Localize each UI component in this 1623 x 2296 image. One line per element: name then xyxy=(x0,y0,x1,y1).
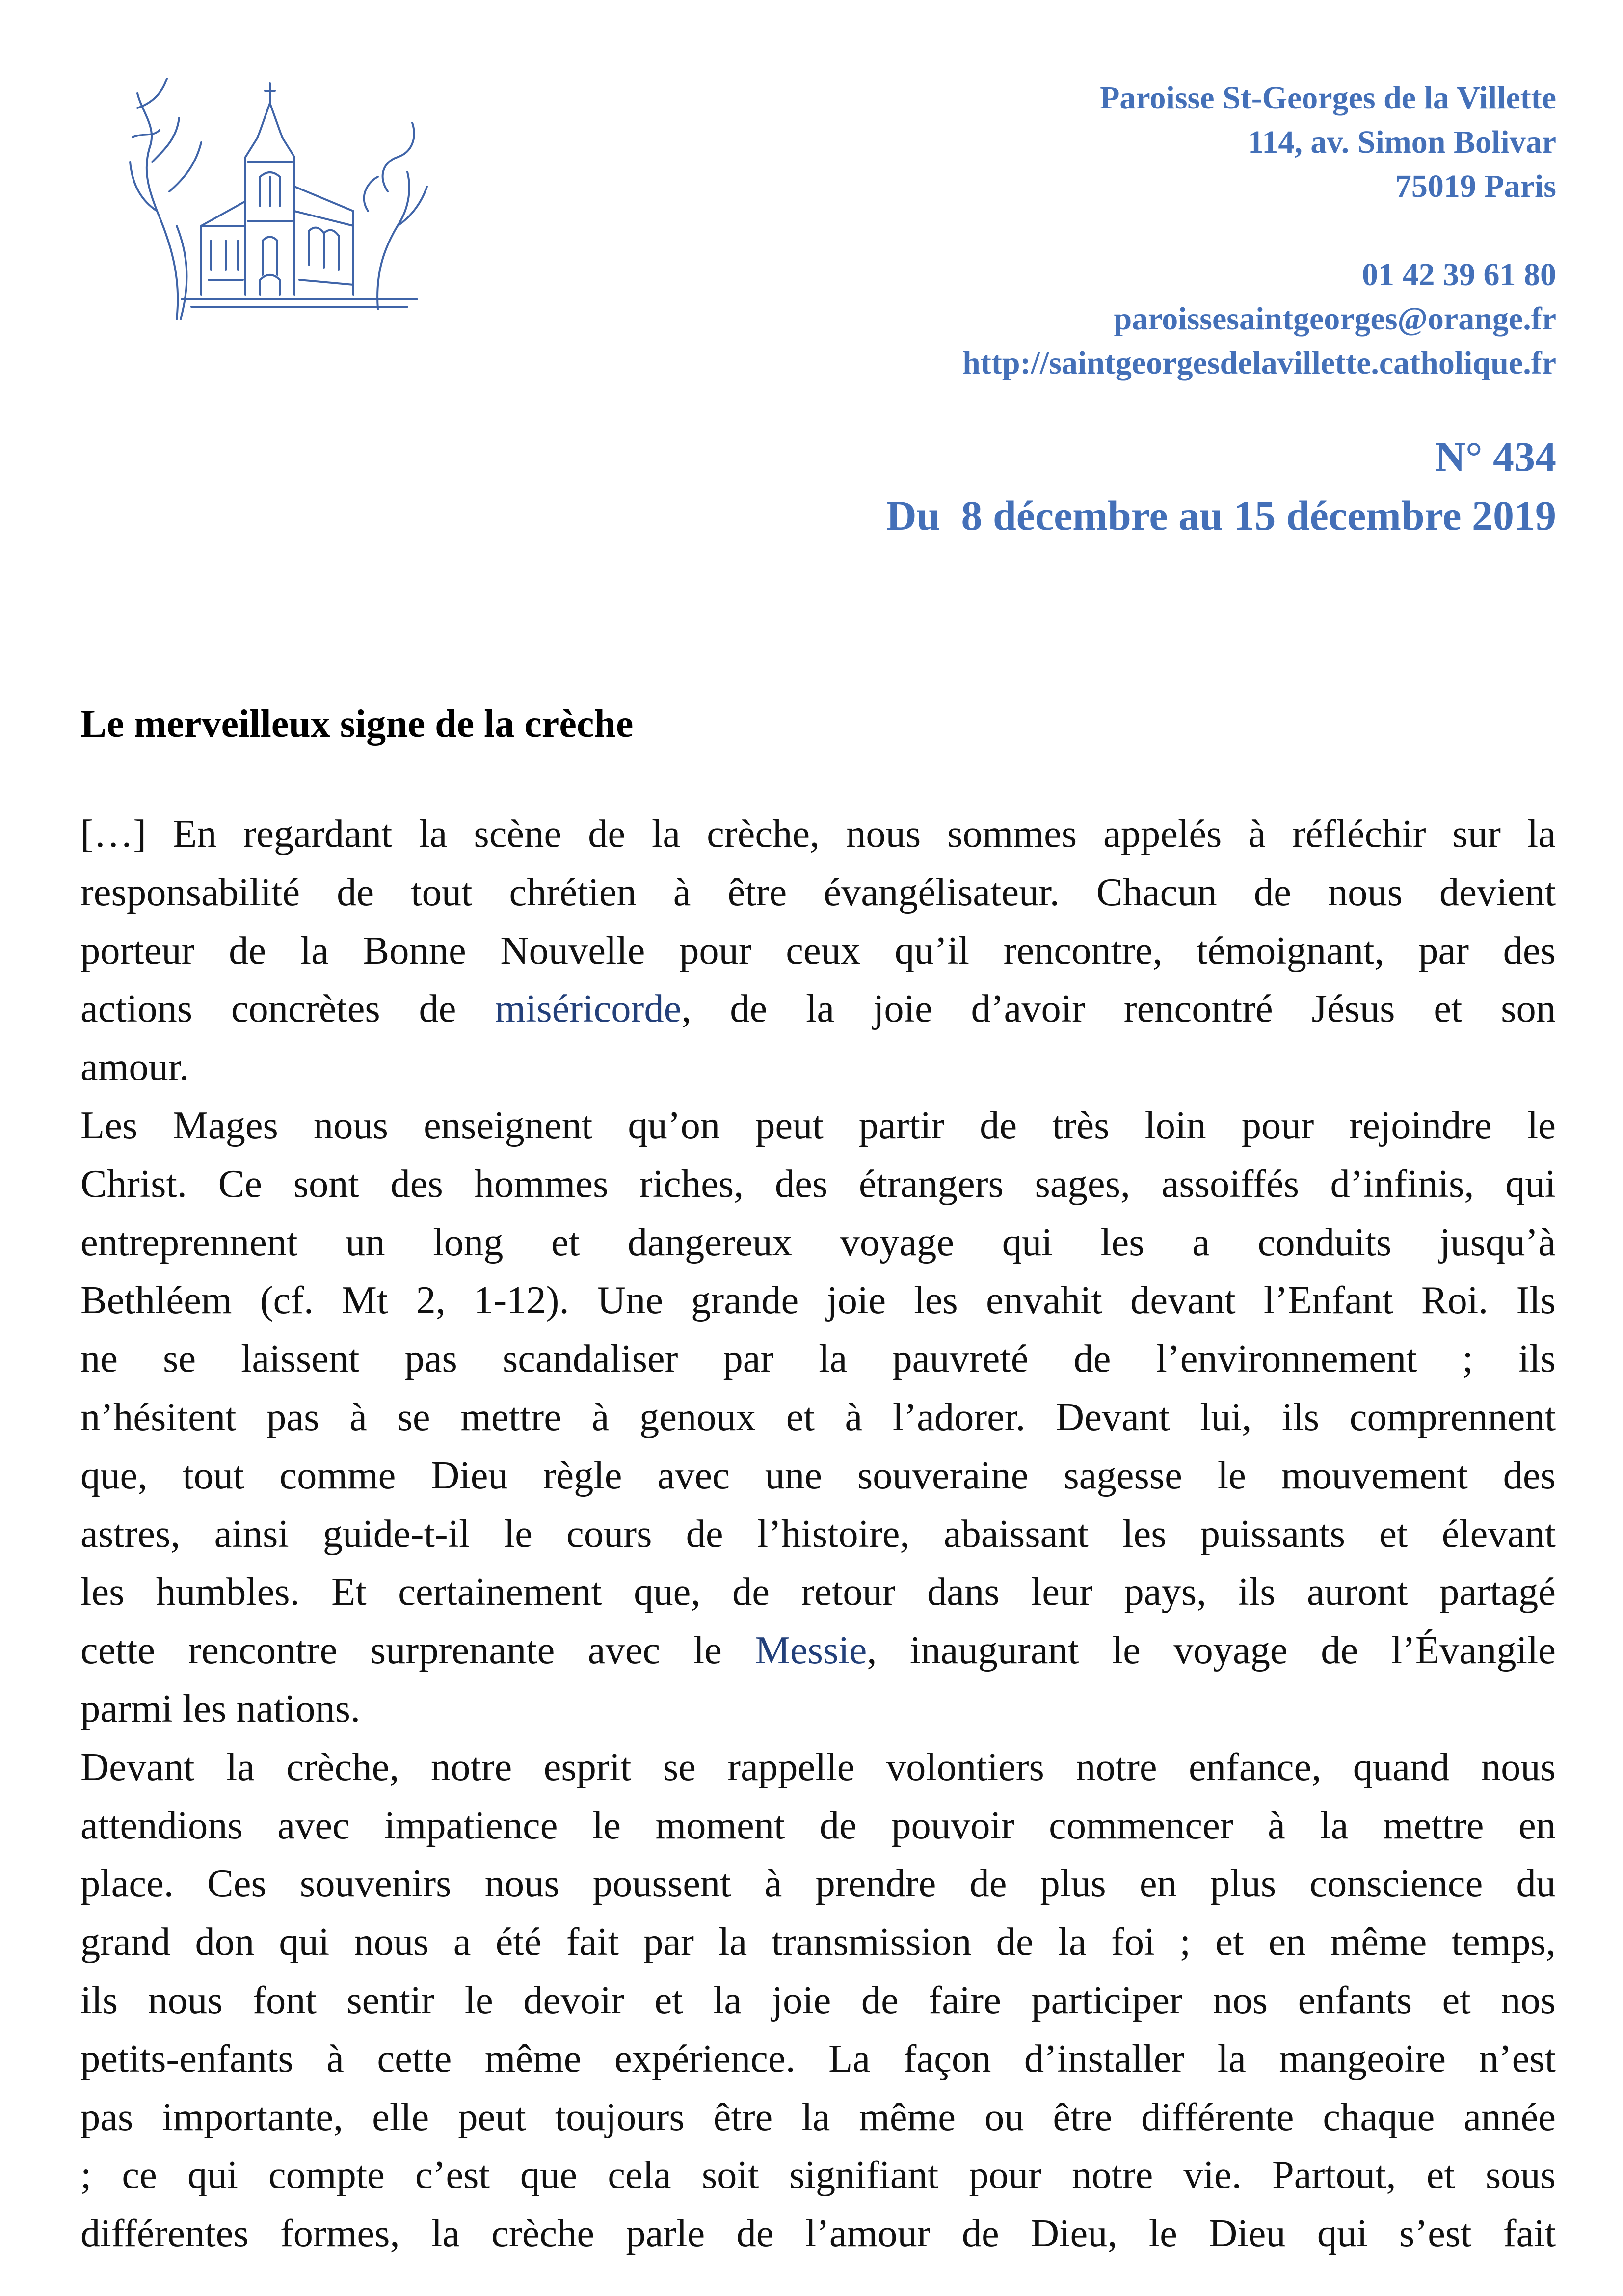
article-line: porteur de la Bonne Nouvelle pour ceux qu’il rencontre, témoignant, par des xyxy=(80,928,1556,972)
article-line: parmi les nations. xyxy=(80,1686,361,1730)
article-text: cette rencontre surprenante avec le xyxy=(80,1628,755,1673)
article-line: entreprennent un long et dangereux voyage qui les a conduits jusqu’à xyxy=(80,1220,1556,1264)
parish-city: 75019 Paris xyxy=(1395,168,1556,204)
article-line: que, tout comme Dieu règle avec une souveraine sagesse le mouvement des xyxy=(80,1453,1556,1497)
article-line: Devant la crèche, notre esprit se rappelle volontiers notre enfance, quand nous xyxy=(80,1745,1556,1789)
parish-phone: 01 42 39 61 80 xyxy=(1362,257,1556,293)
article-line: différentes formes, la crèche parle de l’amour de Dieu, le Dieu qui s’est fait xyxy=(80,2212,1556,2256)
article-line: astres, ainsi guide-t-il le cours de l’histoire, abaissant les puissants et élevant xyxy=(80,1512,1556,1556)
article-line: […] En regardant la scène de la crèche, nous sommes appelés à réfléchir sur la xyxy=(80,812,1556,856)
article-line: Bethléem (cf. Mt 2, 1-12). Une grande joie les envahit devant l’Enfant Roi. Ils xyxy=(80,1278,1556,1323)
article-line: les humbles. Et certainement que, de retour dans leur pays, ils auront partagé xyxy=(80,1570,1556,1614)
article-line: ne se laissent pas scandaliser par la pauvreté de l’environnement ; ils xyxy=(80,1337,1556,1381)
issue-info xyxy=(886,427,1556,545)
article-line: pas importante, elle peut toujours être la même ou être différente chaque année xyxy=(80,2095,1556,2139)
article-line xyxy=(80,980,1556,1038)
issue-number: N° 434 xyxy=(1435,433,1556,480)
article-line: ; ce qui compte c’est que cela soit signifiant pour notre vie. Partout, et sous xyxy=(80,2153,1556,2197)
church-sketch-icon xyxy=(123,64,437,329)
article-line: ils nous font sentir le devoir et la joie de faire participer nos enfants et nos xyxy=(80,1978,1556,2022)
article-title: Le merveilleux signe de la crèche xyxy=(80,702,634,746)
article-line: Les Mages nous enseignent qu’on peut partir de très loin pour rejoindre le xyxy=(80,1103,1556,1147)
article-line: responsabilité de tout chrétien à être évangélisateur. Chacun de nous devient xyxy=(80,870,1556,914)
article-text: , de la joie d’avoir rencontré Jésus et son xyxy=(681,987,1556,1031)
article-line: n’hésitent pas à se mettre à genoux et à l’adorer. Devant lui, ils comprennent xyxy=(80,1395,1556,1439)
parish-website-link[interactable]: http://saintgeorgesdelavillette.catholique.fr xyxy=(962,345,1556,381)
term-link[interactable]: miséricorde xyxy=(495,987,682,1031)
parish-header xyxy=(962,76,1556,385)
article-line xyxy=(80,1621,1556,1680)
article-line: attendions avec impatience le moment de pouvoir commencer à la mettre en xyxy=(80,1803,1556,1847)
parish-street: 114, av. Simon Bolivar xyxy=(1248,124,1556,160)
article-line: place. Ces souvenirs nous poussent à prendre de plus en plus conscience du xyxy=(80,1862,1556,1906)
term-link[interactable]: Messie xyxy=(755,1628,867,1673)
parish-name: Paroisse St-Georges de la Villette xyxy=(1100,80,1556,116)
article-text: , inaugurant le voyage de l’Évangile xyxy=(867,1628,1556,1673)
article-line: amour. xyxy=(80,1045,189,1089)
parish-email-link[interactable]: paroissesaintgeorges@orange.fr xyxy=(1114,301,1556,337)
church-logo xyxy=(123,64,437,329)
article-text: actions concrètes de xyxy=(80,987,495,1031)
article-line: petits-enfants à cette même expérience. La façon d’installer la mangeoire n’est xyxy=(80,2036,1556,2080)
article-line: grand don qui nous a été fait par la transmission de la foi ; et en même temps, xyxy=(80,1920,1556,1964)
article-body xyxy=(80,805,1556,2263)
article-line: Christ. Ce sont des hommes riches, des étrangers sages, assoiffés d’infinis, qui xyxy=(80,1162,1556,1206)
issue-dates: Du 8 décembre au 15 décembre 2019 xyxy=(886,492,1556,539)
header-spacer xyxy=(962,209,1556,253)
